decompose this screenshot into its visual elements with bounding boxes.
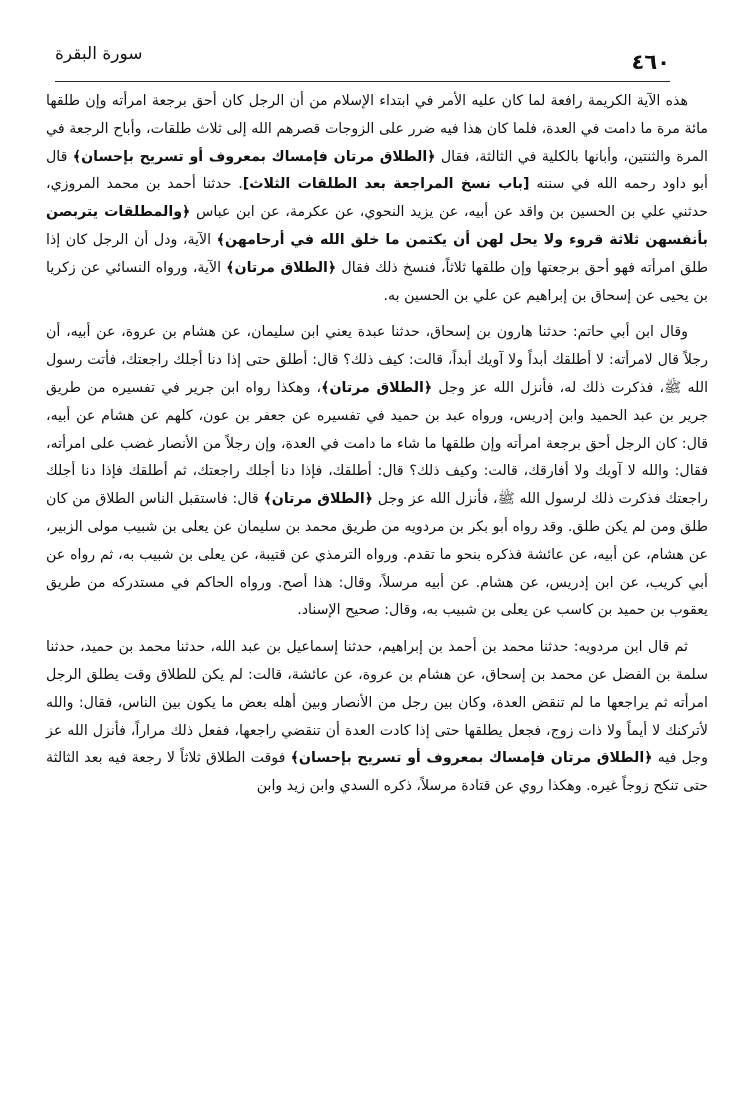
text-segment: فوقت الطلاق ثلاثاً لا رجعة فيه بعد الثالثة حتى تنكح زوجاً غيره. وهكذا روي عن قتادة مرسلاً، ذكره السدي وابن زيد وابن — [46, 750, 708, 795]
tafsir-body — [46, 88, 708, 801]
text-segment: قال: فاستقبل الناس الطلاق من كان طلق ومن لم يكن طلق. وقد رواه أبو بكر بن مردويه من طريق محمد بن سليمان عن يعلى بن شبيب مولى الزبير، عن هشام، عن أبيه، عن عائشة فذكره بنحو ما تقدم. ورواه الترمذي عن قتيبة، عن يعلى بن شبيب به، ثم رواه عن أبي كريب، عن ابن إدريس، عن هشام. عن أبيه مرسلاً، وقال: هذا أصح. ورواه الحاكم في مستدركه من طريق يعقوب بن حميد بن كاسب عن يعلى بن شبيب به، وقال: صحيح الإسناد. — [46, 491, 708, 619]
page-number: ٤٦٠ — [631, 50, 670, 74]
quran-verse: ﴿والمطلقات يتربصن بأنفسهن ثلاثة قروء ولا يحل لهن أن يكتمن ما خلق الله في أرحامهن﴾ — [46, 204, 709, 248]
text-segment: وقال ابن أبي حاتم: حدثنا هارون بن إسحاق، حدثنا عبدة يعني ابن سليمان، عن هشام بن عروة، عن أبيه، أن رجلاً قال لامرأته: لا أطلقك أبداً ولا آويك أبداً، قالت: كيف ذلك؟ قال: أطلق حتى إذا دنا أجلك راجعتك، فأتت رسول الله ﷺ، فذكرت ذلك له، فأنزل الله عز وجل — [46, 324, 709, 396]
text-segment: ، وهكذا رواه ابن جرير في تفسيره من طريق جرير بن عبد الحميد وابن إدريس، ورواه عبد بن حميد في تفسيره عن جعفر بن عون، كلهم عن هشام عن أبيه، قال: كان الرجل أحق برجعة امرأته وإن طلقها ما شاء ما دامت في العدة، وإن رجلاً من الأنصار غضب على امرأته، فقال: والله لا آويك ولا أفارقك، قالت: وكيف ذلك؟ قال: أطلقك، فإذا دنا أجلك راجعتك، ثم أطلقك فإذا دنا أجلك راجعتك فذكرت ذلك لرسول الله ﷺ، فأنزل الله عز وجل — [46, 379, 709, 508]
paragraph — [46, 319, 708, 625]
quran-verse: ﴿الطلاق مرتان﴾ — [263, 491, 374, 508]
text-segment: قال أبو داود رحمه الله في سننه — [46, 148, 708, 193]
text-segment: هذه الآية الكريمة رافعة لما كان عليه الأمر في ابتداء الإسلام من أن الرجل كان أحق برجعة امرأته وإن طلقها مائة مرة ما دامت في العدة، فلما كان هذا فيه ضرر على الزوجات قصرهم الله إلى ثلاث طلقات، وأباح الرجعة في المرة والثنتين، وأبانها بالكلية في الثالثة، فقال — [46, 93, 708, 165]
surah-title: سورة البقرة — [55, 44, 143, 64]
paragraph — [46, 634, 708, 801]
quran-verse: ﴿الطلاق مرتان فإمساك بمعروف أو تسريح بإحسان﴾ — [290, 750, 653, 767]
text-segment: الآية، ورواه النسائي عن زكريا بن يحيى عن إسحاق بن إبراهيم عن علي بن الحسين به. — [46, 259, 708, 304]
text-segment: ثم قال ابن مردويه: حدثنا محمد بن أحمد بن إبراهيم، حدثنا إسماعيل بن عبد الله، حدثنا محمد بن حميد، حدثنا سلمة بن الفضل عن محمد بن إسحاق، عن هشام بن عروة، عن عائشة، قالت: لم يكن للطلاق وقت يطلق الرجل امرأته ثم يراجعها ما لم تنقض العدة، وكان بين رجل من الأنصار وبين أهله بعض ما يكون بين الناس، فقال: والله لأتركنك لا أيماً ولا ذات زوج، فجعل يطلقها حتى إذا كادت العدة أن تنقضي راجعها، ففعل ذلك مراراً، فأنزل الله عز وجل فيه — [46, 639, 708, 767]
chapter-heading-reference: [باب نسخ المراجعة بعد الطلقات الثلاث] — [242, 176, 530, 193]
header-divider — [55, 81, 670, 82]
quran-verse: ﴿الطلاق مرتان﴾ — [321, 379, 433, 396]
text-segment: الآية، ودل أن الرجل كان إذا طلق امرأته فهو أحق برجعتها وإن طلقها ثلاثاً، فنسخ ذلك فقال — [46, 231, 708, 276]
page-header — [55, 38, 670, 82]
quran-verse: ﴿الطلاق مرتان﴾ — [226, 259, 337, 276]
paragraph — [46, 88, 708, 310]
text-segment: . حدثنا أحمد بن محمد المروزي، حدثني علي بن الحسين بن واقد عن أبيه، عن يزيد النحوي، عن عكرمة، عن ابن عباس — [46, 176, 708, 221]
quran-verse: ﴿الطلاق مرتان فإمساك بمعروف أو تسريح بإحسان﴾ — [72, 148, 436, 165]
